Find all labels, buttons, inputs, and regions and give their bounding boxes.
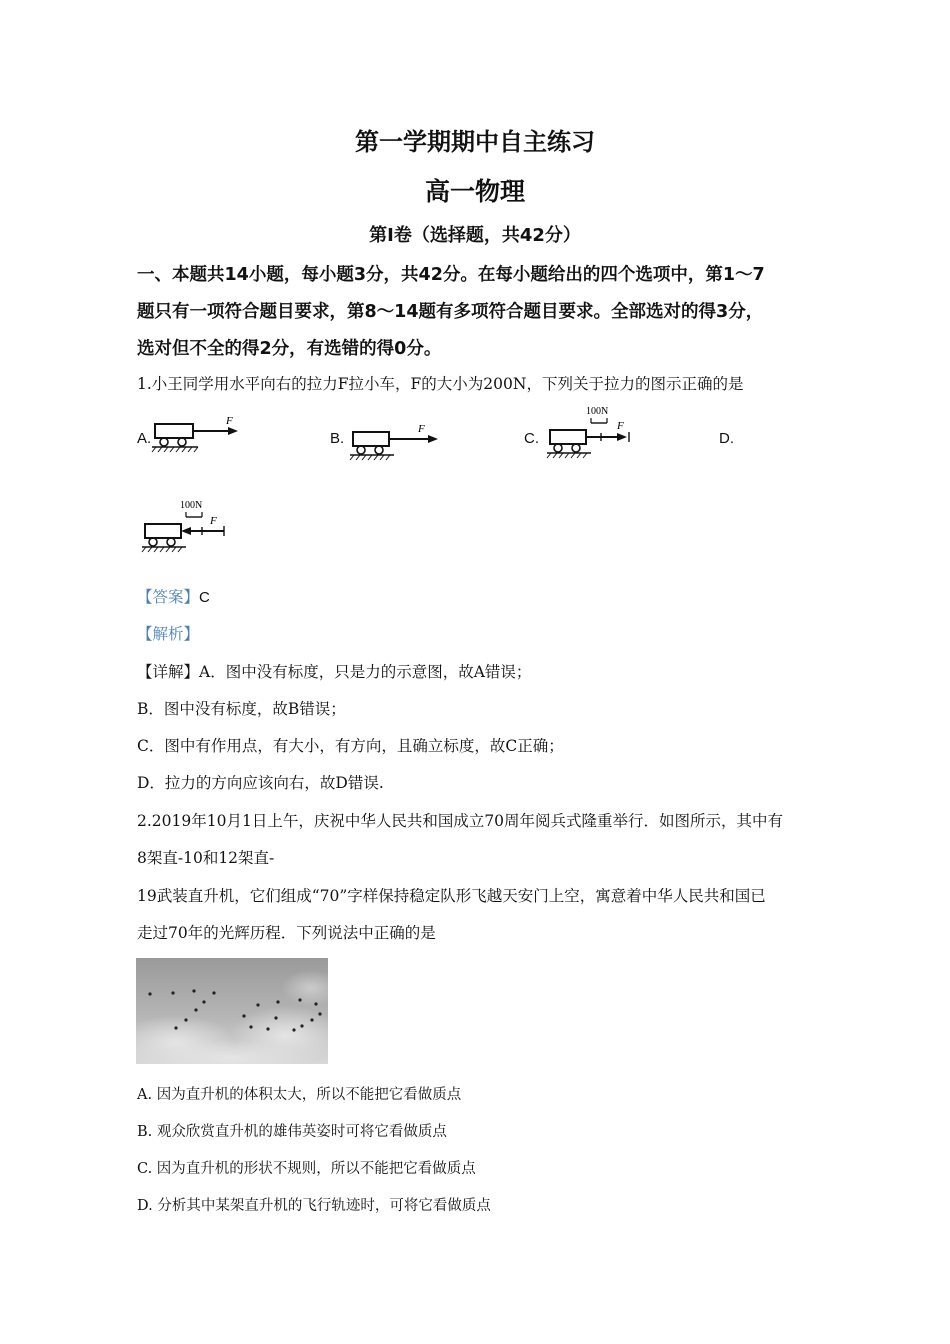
question-2-option-d: D. 分析其中某架直升机的飞行轨迹时，可将它看做质点: [137, 1198, 491, 1214]
option-a-force-label: F: [226, 415, 233, 427]
question-2-option-c: C. 因为直升机的形状不规则，所以不能把它看做质点: [137, 1161, 476, 1177]
option-b-diagram: [348, 420, 448, 470]
helicopter-formation-photo: [136, 958, 328, 1064]
subject-title: 高一物理: [424, 177, 525, 206]
question-2-stem-line-3: 19武装直升机，它们组成“70”字样保持稳定队形飞越天安门上空，寓意着中华人民共和国已: [137, 887, 766, 905]
option-d-diagram: [140, 496, 240, 560]
detail-line-1: 【详解】A．图中没有标度，只是力的示意图，故A错误；: [137, 663, 532, 681]
option-a-diagram: [150, 412, 250, 468]
question-1-stem: 1.小王同学用水平向右的拉力F拉小车，F的大小为200N，下列关于拉力的图示正确的是: [137, 375, 744, 393]
question-2-stem-line-2: 8架直-10和12架直-: [137, 849, 275, 867]
analysis-tag: 【解析】: [137, 625, 200, 643]
detail-line-2: B．图中没有标度，故B错误；: [137, 700, 346, 718]
option-a-label: A.: [137, 430, 152, 447]
instructions-line-3: 选对但不全的得2分，有选错的得0分。: [137, 339, 442, 359]
option-d-label: D.: [719, 430, 734, 447]
option-c-scale-label: 100N: [586, 406, 609, 417]
option-d-scale-label: 100N: [180, 500, 203, 511]
question-2-stem-line-1: 2.2019年10月1日上午，庆祝中华人民共和国成立70周年阅兵式隆重举行．如图所示，其中有: [137, 812, 784, 830]
exam-title: 第一学期期中自主练习: [355, 128, 595, 156]
option-d-force-label: F: [210, 515, 217, 527]
analysis-line: [137, 622, 199, 644]
question-2-option-b: B. 观众欣赏直升机的雄伟英姿时可将它看做质点: [137, 1124, 447, 1140]
question-2-option-a: A. 因为直升机的体积太大，所以不能把它看做质点: [137, 1087, 462, 1103]
option-b-force-label: F: [418, 423, 425, 435]
answer-line: [137, 585, 210, 607]
option-c-label: C.: [524, 430, 539, 447]
option-b-label: B.: [330, 430, 345, 447]
detail-line-3: C．图中有作用点，有大小，有方向，且确立标度，故C正确；: [137, 737, 564, 755]
instructions-line-1: 一、本题共14小题，每小题3分，共42分。在每小题给出的四个选项中，第1～7: [137, 265, 765, 285]
answer-tag: 【答案】: [137, 588, 200, 606]
section-title: 第Ⅰ卷（选择题，共42分）: [369, 225, 581, 246]
answer-value: C: [199, 589, 210, 606]
instructions-line-2: 题只有一项符合题目要求，第8～14题有多项符合题目要求。全部选对的得3分，: [137, 302, 764, 322]
question-2-stem-line-4: 走过70年的光辉历程．下列说法中正确的是: [137, 924, 436, 942]
option-c-diagram: [545, 404, 645, 468]
option-c-force-label: F: [617, 420, 624, 432]
detail-line-4: D．拉力的方向应该向右，故D错误.: [137, 774, 384, 792]
